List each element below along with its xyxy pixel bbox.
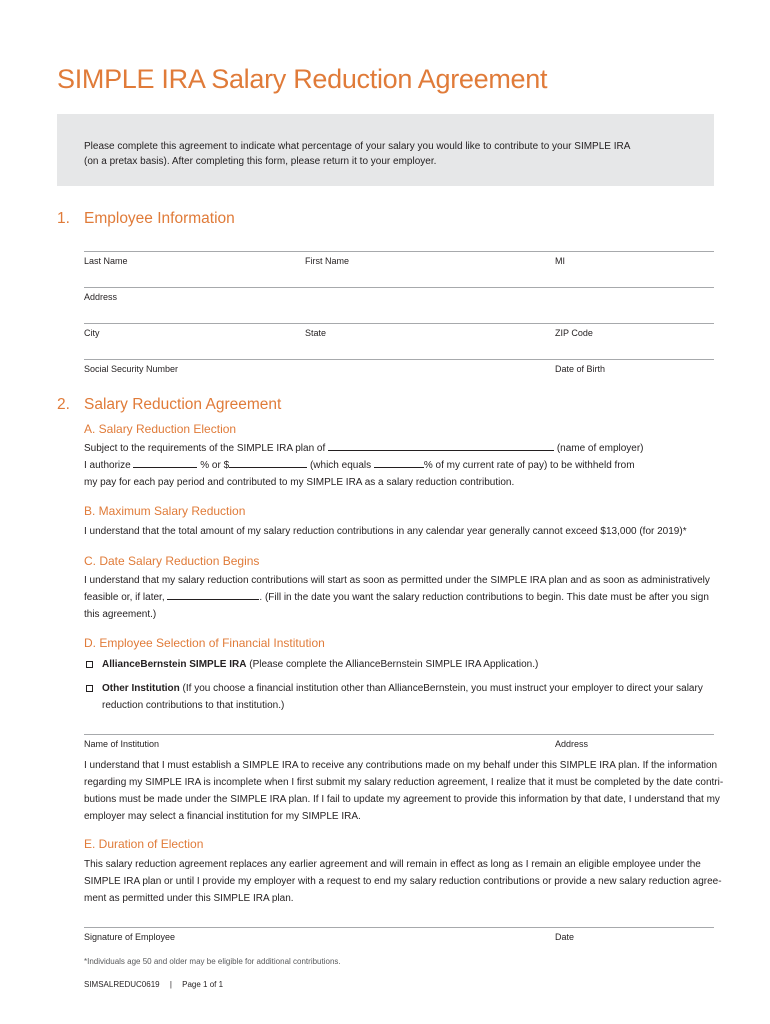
subsection-d-heading: D. Employee Selection of Financial Institution xyxy=(84,636,325,650)
c-line2-post: . (Fill in the date you want the salary reduction contributions to begin. This date must be after you sign xyxy=(259,592,709,603)
name-line[interactable] xyxy=(84,251,714,252)
institution-name-label: Name of Institution xyxy=(84,739,160,749)
form-code: SIMSALREDUC0619 xyxy=(84,980,160,989)
subsection-b-text: I understand that the total amount of my salary reduction contributions in any calendar year generally cannot exceed $13,000 (for 2019)* xyxy=(84,526,687,537)
first-name-label: First Name xyxy=(305,256,350,266)
signature-label: Signature of Employee xyxy=(84,932,176,942)
intro-line-1: Please complete this agreement to indicate what percentage of your salary you would like to contribute to your SIMPLE IRA xyxy=(84,141,631,152)
e-p1: This salary reduction agreement replaces any earlier agreement and will remain in effect as long as I remain an eligible employee under the xyxy=(84,859,701,870)
a-line2-c: (which equals xyxy=(309,460,372,471)
d-p3: butions must be made under the SIMPLE IRA plan. If I fail to update my agreement to provide this information by that date, I understand that my xyxy=(84,794,720,805)
option1-text: (Please complete the AllianceBernstein SIMPLE IRA Application.) xyxy=(246,659,539,670)
equals-percent-blank[interactable] xyxy=(374,458,424,468)
dob-label: Date of Birth xyxy=(555,364,606,374)
intro-line-2: (on a pretax basis). After completing this form, please return it to your employer. xyxy=(84,156,437,167)
a-line3: my pay for each pay period and contributed to my SIMPLE IRA as a salary reduction contribution. xyxy=(84,477,515,488)
institution-line[interactable] xyxy=(84,734,714,735)
c-line2-pre: feasible or, if later, xyxy=(84,592,165,603)
option2-bold: Other Institution xyxy=(102,683,180,694)
option2-text: (If you choose a financial institution other than AllianceBernstein, you must instruct your employer to direct your salary xyxy=(179,683,703,694)
a-line2-d: % of my current rate of pay) to be withheld from xyxy=(423,460,635,471)
subsection-c-heading: C. Date Salary Reduction Begins xyxy=(84,554,260,568)
ssn-label: Social Security Number xyxy=(84,364,179,374)
subsection-b-heading: B. Maximum Salary Reduction xyxy=(84,504,246,518)
a-line1-pre: Subject to the requirements of the SIMPLE IRA plan of xyxy=(84,443,326,454)
option-other-institution xyxy=(102,680,722,714)
state-label: State xyxy=(305,328,327,338)
employer-name-blank[interactable] xyxy=(328,441,554,451)
zip-label: ZIP Code xyxy=(555,328,593,338)
a-line1-post: (name of employer) xyxy=(556,443,644,454)
subsection-a-text xyxy=(84,440,724,491)
e-p3: ment as permitted under this SIMPLE IRA plan. xyxy=(84,893,294,904)
signature-line[interactable] xyxy=(84,927,714,928)
footnote: *Individuals age 50 and older may be eligible for additional contributions. xyxy=(84,957,341,966)
d-p4: employer may select a financial institution for my SIMPLE IRA. xyxy=(84,811,361,822)
subsection-d-paragraph xyxy=(84,757,724,825)
date-label: Date xyxy=(555,932,575,942)
start-date-blank[interactable] xyxy=(167,590,259,600)
other-institution-checkbox[interactable] xyxy=(86,685,93,692)
e-p2: SIMPLE IRA plan or until I provide my employer with a request to end my salary reduction contributions or provide a new salary reduction agree- xyxy=(84,876,722,887)
option2-text2: reduction contributions to that institution.) xyxy=(102,700,285,711)
ssn-line[interactable] xyxy=(84,359,714,360)
subsection-c-text xyxy=(84,572,724,623)
alliancebernstein-checkbox[interactable] xyxy=(86,661,93,668)
city-label: City xyxy=(84,328,100,338)
last-name-label: Last Name xyxy=(84,256,128,266)
subsection-a-heading: A. Salary Reduction Election xyxy=(84,422,237,436)
d-p1: I understand that I must establish a SIMPLE IRA to receive any contributions made on my behalf under this SIMPLE IRA plan. If the information xyxy=(84,760,718,771)
city-line[interactable] xyxy=(84,323,714,324)
option1-bold: AllianceBernstein SIMPLE IRA xyxy=(102,659,247,670)
footer xyxy=(84,980,223,989)
mi-label: MI xyxy=(555,256,565,266)
subsection-e-paragraph xyxy=(84,856,724,907)
page-title: SIMPLE IRA Salary Reduction Agreement xyxy=(57,64,548,94)
dollar-blank[interactable] xyxy=(229,458,307,468)
c-line1: I understand that my salary reduction contributions will start as soon as permitted under the SIMPLE IRA plan and as soon as administratively xyxy=(84,575,710,586)
percent-blank[interactable] xyxy=(133,458,197,468)
a-line2-a: I authorize xyxy=(84,460,131,471)
subsection-e-heading: E. Duration of Election xyxy=(84,837,204,851)
c-line3: this agreement.) xyxy=(84,609,157,620)
option-alliancebernstein xyxy=(102,656,538,673)
address-line[interactable] xyxy=(84,287,714,288)
page-number: Page 1 of 1 xyxy=(182,980,224,989)
footer-separator: | xyxy=(169,980,172,989)
section2-title: Salary Reduction Agreement xyxy=(84,396,282,413)
a-line2-b: % or $ xyxy=(200,460,230,471)
address-label: Address xyxy=(84,292,118,302)
section1-title: Employee Information xyxy=(84,210,235,227)
d-p2: regarding my SIMPLE IRA is incomplete when I first submit my salary reduction agreement, I realize that it must be completed by the date contri- xyxy=(84,777,724,788)
intro-text xyxy=(84,139,694,169)
section1-number: 1. xyxy=(57,210,70,227)
institution-address-label: Address xyxy=(555,739,589,749)
section2-number: 2. xyxy=(57,396,70,413)
